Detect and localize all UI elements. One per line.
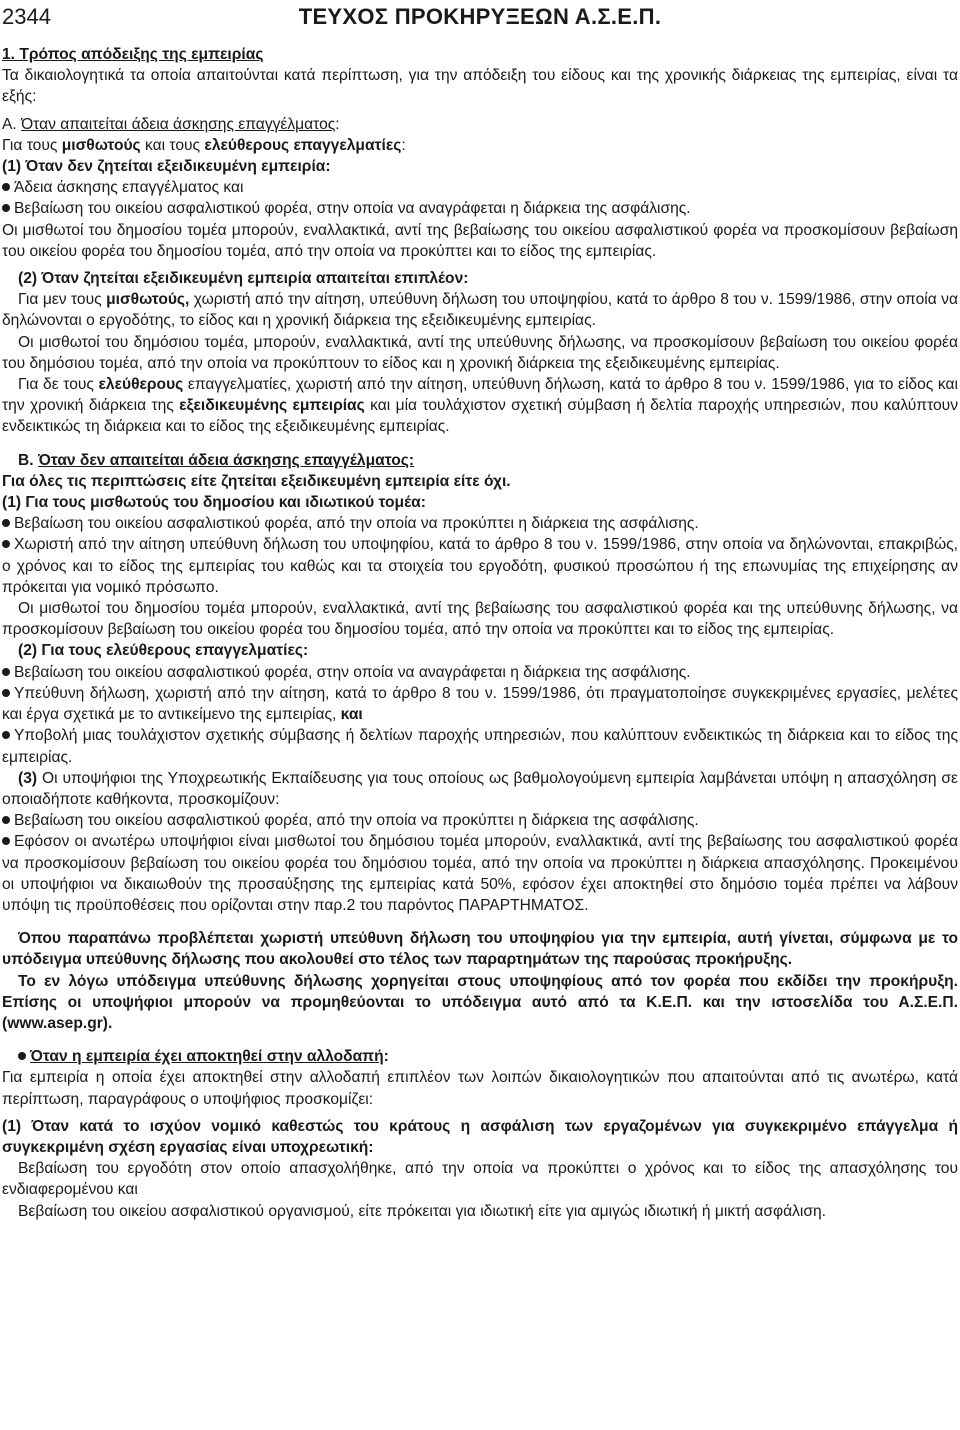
bullet-text: Υπεύθυνη δήλωση, χωριστή από την αίτηση, κατά το άρθρο 8 του ν. 1599/1986, ότι πραγματοποίησε συγκεκριμένες εργασίες, μελέτες και έργα σχετικά με το αντικείμενο της εμπειρίας,	[2, 684, 958, 724]
bullet-text: Χωριστή από την αίτηση υπεύθυνη δήλωση του υποψηφίου, κατά το άρθρο 8 του ν. 1599/1986, στην οποία να δηλώνονται, επακριβώς, ο χρόνος και το είδος της εμπειρίας του καθώς και τα στοιχεία του εργοδότη, φυσικού προσώπου ή της επωνυμίας της επιχείρησης αν πρόκειται για νομικό πρόσωπο.	[2, 536, 958, 596]
case-a1-heading: (1) Όταν δεν ζητείται εξειδικευμένη εμπειρία:	[2, 158, 331, 176]
subsection-a-title: Όταν απαιτείται άδεια άσκησης επαγγέλματος	[21, 115, 336, 133]
case-a2-heading: (2) Όταν ζητείται εξειδικευμένη εμπειρία απαιτείται επιπλέον:	[18, 270, 469, 288]
bullet-icon	[2, 837, 10, 845]
text: και μία τουλάχιστον σχετική σύμβαση ή δελτία παροχής υπηρεσιών, που καλύπτουν ενδεικτικώς τη διάρκεια και το είδος της εξειδικευμένης εμπειρίας.	[2, 397, 959, 436]
bullet-icon	[18, 1052, 26, 1060]
abroad-case-1-heading: (1) Όταν κατά το ισχύον νομικό καθεστώς του κράτους η ασφάλιση των εργαζομένων για συγκεκριμένο επάγγελμα ή συγκεκριμένη σχέση εργασίας είναι υποχρεωτική:	[2, 1117, 958, 1156]
bullet-item	[2, 198, 958, 219]
section-heading-1: 1. Τρόπος απόδειξης της εμπειρίας	[2, 46, 264, 63]
case-b3-number: (3)	[18, 769, 38, 787]
subsection-b-heading	[2, 450, 958, 471]
journal-title: ΤΕΥΧΟΣ ΠΡΟΚΗΡΥΞΕΩΝ Α.Σ.Ε.Π.	[298, 4, 662, 29]
paragraph: Οι μισθωτοί του δημόσιου τομέα, μπορούν, εναλλακτικά, αντί της υπεύθυνης δήλωσης, να προσκομίσουν βεβαίωση του οικείου φορέα του δημόσιου τομέα, από την οποία να προκύπτουν το είδος και η χρονική διάρκεια της εξειδικευμένης εμπειρίας.	[2, 333, 958, 372]
page-header	[2, 4, 958, 34]
text: επαγγελματίες, χωριστή από την αίτηση, υπεύθυνη δήλωση, κατά το άρθρο 8 του ν. 1599/1986, για το είδος και την χρονική διάρκεια της	[2, 376, 958, 415]
bullet-text: Βεβαίωση του οικείου ασφαλιστικού φορέα, από την οποία να προκύπτει η διάρκεια της ασφάλισης.	[14, 812, 699, 830]
subsection-a-who	[2, 135, 958, 156]
text: Οι υποψήφιοι της Υποχρεωτικής Εκπαίδευσης για τους οποίους ως βαθμολογούμενη εμπειρία λαμβάνεται υπόψη η απασχόληση σε οποιαδήποτε καθήκοντα, προσκομίζουν:	[2, 769, 958, 808]
subsection-b-title: Όταν δεν απαιτείται άδεια άσκησης επαγγέλματος:	[37, 451, 415, 469]
bullet-text: Βεβαίωση του οικείου ασφαλιστικού φορέα, στην οποία να αναγράφεται η διάρκεια της ασφάλισης.	[14, 200, 691, 218]
bullet-icon	[2, 731, 10, 739]
section-intro: Τα δικαιολογητικά τα οποία απαιτούνται κατά περίπτωση, για την απόδειξη του είδους και της χρονικής διάρκειας της εμπειρίας, είναι τα εξής:	[2, 67, 958, 106]
bullet-item	[2, 177, 958, 198]
bullet-text: Υποβολή μιας τουλάχιστον σχετικής σύμβασης ή δελτίων παροχής υπηρεσιών, που καλύπτουν ενδεικτικώς τη διάρκεια και το είδος της εμπειρίας.	[2, 727, 958, 766]
paragraph	[2, 374, 958, 438]
bullet-text: Άδεια άσκησης επαγγέλματος και	[14, 179, 244, 197]
all-cases-line: Για όλες τις περιπτώσεις είτε ζητείται εξειδικευμένη εμπειρία είτε όχι.	[2, 472, 511, 490]
note-paragraph: Όπου παραπάνω προβλέπεται χωριστή υπεύθυνη δήλωση του υποψηφίου για την εμπειρία, αυτή γίνεται, σύμφωνα με το υπόδειγμα υπεύθυνης δήλωσης που ακολουθεί στο τέλος των παραρτημάτων της παρούσας προκήρυξης.	[2, 930, 958, 969]
paragraph: Για εμπειρία η οποία έχει αποκτηθεί στην αλλοδαπή επιπλέον των λοιπών δικαιολογητικών που απαιτούνται από τις ανωτέρω, κατά περίπτωση, παραγράφους ο υποψήφιος προσκομίζει:	[2, 1069, 958, 1108]
bullet-item	[2, 810, 958, 831]
bullet-item	[2, 683, 958, 725]
bullet-item	[2, 662, 958, 683]
bold-text: μισθωτούς	[61, 136, 141, 154]
bullet-icon	[2, 183, 10, 191]
page-number: 2344	[2, 4, 51, 29]
text: Για τους	[2, 136, 62, 154]
bullet-icon	[2, 689, 10, 697]
document-body	[2, 44, 958, 1222]
bullet-icon	[2, 816, 10, 824]
text: Για δε τους	[18, 376, 99, 394]
paragraph	[2, 289, 958, 331]
colon: :	[383, 1048, 389, 1066]
subsection-a-letter: Α.	[2, 115, 17, 133]
text: :	[401, 136, 406, 154]
case-b2-heading: (2) Για τους ελεύθερους επαγγελματίες:	[18, 642, 309, 660]
bold-text: εξειδικευμένης εμπειρίας	[179, 397, 365, 415]
text: και τους	[140, 136, 205, 154]
subsection-b-letter: Β.	[18, 451, 34, 469]
bullet-item	[2, 725, 958, 767]
abroad-title: Όταν η εμπειρία έχει αποκτηθεί στην αλλοδαπή	[30, 1048, 384, 1066]
paragraph	[2, 768, 958, 810]
paragraph: Βεβαίωση του οικείου ασφαλιστικού οργανισμού, είτε πρόκειται για ιδιωτική είτε για αμιγώς ιδιωτική ή μικτή ασφάλιση.	[18, 1202, 827, 1220]
bold-text: και	[340, 706, 363, 724]
bullet-item	[2, 534, 958, 598]
bullet-text: Εφόσον οι ανωτέρω υποψήφιοι είναι μισθωτοί του δημόσιου τομέα μπορούν, εναλλακτικά, αντί της βεβαίωσης του ασφαλιστικού φορέα να προσκομίσουν βεβαίωση του οικείου φορέα του δημόσιου τομέα, από την οποία να προκύπτει η διάρκεια απασχόλησης. Προκειμένου οι υποψήφιοι να δικαιωθούν της προσαύξησης της εμπειρίας κατά 50%, εφόσον έχει αποκτηθεί στο δημόσιο τομέα πρέπει να λάβουν υπόψη τις προϋποθέσεις που ορίζονται στην παρ.2 του παρόντος ΠΑΡΑΡΤΗΜΑΤΟΣ.	[2, 833, 958, 914]
bullet-item	[2, 513, 958, 534]
bullet-text: Βεβαίωση του οικείου ασφαλιστικού φορέα, από την οποία να προκύπτει η διάρκεια της ασφάλισης.	[14, 515, 699, 533]
bold-text: ελεύθερους επαγγελματίες	[204, 136, 402, 154]
paragraph: Βεβαίωση του εργοδότη στον οποίο απασχολήθηκε, από την οποία να προκύπτει ο χρόνος και το είδος της απασχόλησης του ενδιαφερομένου και	[2, 1160, 958, 1199]
paragraph: Οι μισθωτοί του δημοσίου τομέα μπορούν, εναλλακτικά, αντί της βεβαίωσης του ασφαλιστικού φορέα και της υπεύθυνης δήλωσης, να προσκομίσουν βεβαίωση του οικείου φορέα του δημοσίου τομέα, από την οποία να προκύπτει και το είδος της εμπειρίας.	[2, 600, 958, 639]
subsection-a-heading	[2, 114, 958, 135]
bullet-icon	[2, 204, 10, 212]
text: χωριστή από την αίτηση, υπεύθυνη δήλωση του υποψηφίου, κατά το άρθρο 8 του ν. 1599/1986, στην οποία να δηλώνονται ο εργοδότης, το είδος και η χρονική διάρκεια της εξειδικευμένης εμπειρίας.	[2, 291, 958, 330]
bullet-icon	[2, 540, 10, 548]
case-b1-heading: (1) Για τους μισθωτούς του δημοσίου και ιδιωτικού τομέα:	[2, 494, 426, 512]
bullet-text: Βεβαίωση του οικείου ασφαλιστικού φορέα, στην οποία να αναγράφεται η διάρκεια της ασφάλισης.	[14, 663, 691, 681]
paragraph: Οι μισθωτοί του δημοσίου τομέα μπορούν, εναλλακτικά, αντί της βεβαίωσης του οικείου ασφαλιστικού φορέα να προσκομίσουν βεβαίωση του οικείου φορέα του δημοσίου τομέα, από την οποία να προκύπτει και το είδος της εμπειρίας.	[2, 221, 958, 260]
text: Για μεν τους	[18, 291, 107, 309]
note-paragraph: Το εν λόγω υπόδειγμα υπεύθυνης δήλωσης χορηγείται στους υποψηφίους από τον φορέα που εκδίδει την προκήρυξη. Επίσης οι υποψήφιοι μπορούν να προμηθεύονται το υπόδειγμα αυτό από τα Κ.Ε.Π. και την ιστοσελίδα του Α.Σ.Ε.Π. (www.asep.gr).	[2, 972, 958, 1032]
bullet-icon	[2, 668, 10, 676]
bullet-item	[2, 831, 958, 916]
bold-text: μισθωτούς,	[106, 291, 190, 309]
abroad-heading	[2, 1046, 958, 1067]
bullet-icon	[2, 519, 10, 527]
bold-text: ελεύθερους	[98, 376, 184, 394]
colon: :	[335, 115, 340, 133]
